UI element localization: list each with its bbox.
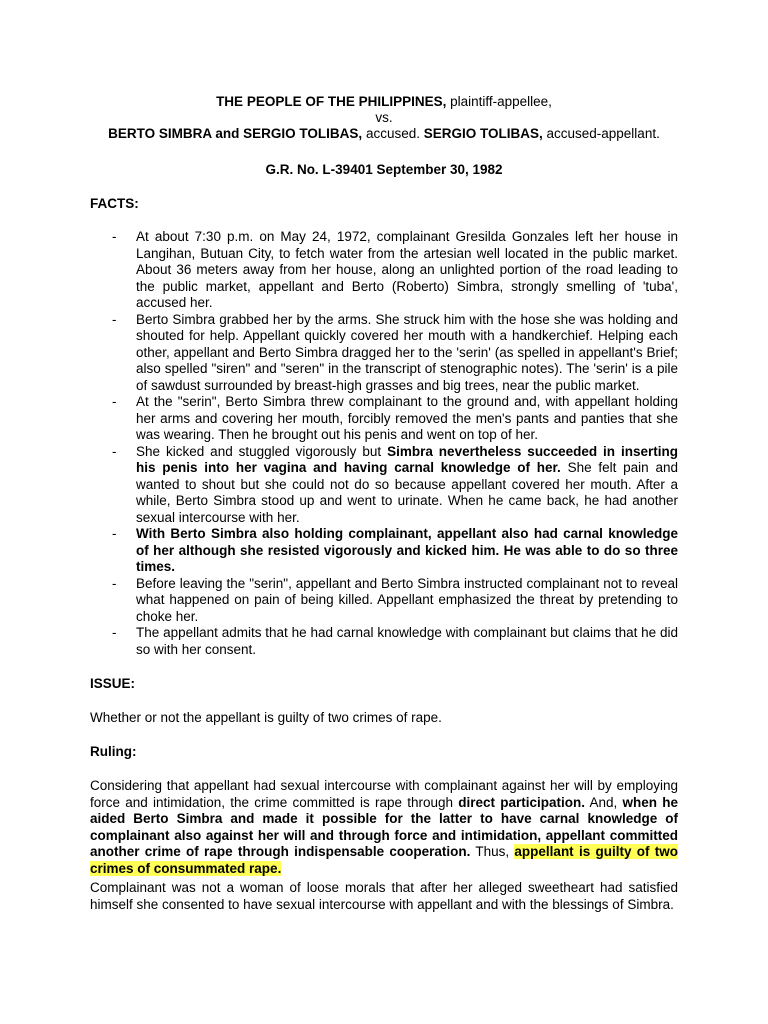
ruling-text: Considering that appellant had sexual intercourse with complainant against her will by employing force and intimidation, the crime committed is rape through [90,778,678,810]
case-number: G.R. No. L-39401 September 30, 1982 [265,162,503,177]
fact-text-bold: With Berto Simbra also holding complainant, appellant also had carnal knowledge of her although she resisted vigorously and kicked him. He was able to do so three times. [136,526,678,574]
list-dash: - [112,443,117,459]
appellant-name: SERGIO TOLIBAS, [423,126,543,141]
fact-text: Berto Simbra grabbed her by the arms. She struck him with the hose she was holding and shouted for help. Appellant quickly covered her mouth with a handkerchief. Helping each other, appellant and Berto Simbra dragged her to the 'serin' (as spelled in appellant's Brief; also spelled "siren" and "seren" in the transcript of stenographic notes). The 'serin' is a pile of sawdust surrounded by breast-high grasses and big trees, near the public market. [136,311,678,393]
case-title-line [0,94,768,111]
list-dash: - [112,311,117,327]
ruling-text-bold: when he aided Berto Simbra and made it possible for the latter to have carnal knowledge of complainant also against her will and through force and intimidation, appellant committed another crime of rape through indispensable cooperation. [90,794,679,859]
ruling-heading: Ruling: [90,744,137,759]
ruling-highlighted-conclusion: appellant is guilty of two crimes of consummated rape. [90,844,678,876]
accused-line [0,126,768,143]
fact-text: At about 7:30 p.m. on May 24, 1972, complainant Gresilda Gonzales left her house in Langihan, Butuan City, to fetch water from the artesian well located in the public market. About 36 meters away from her house, along an unlighted portion of the road leading to the public market, appellant and Berto (Roberto) Simbra, strongly smelling of 'tuba', accused her. [136,229,678,310]
fact-text: She kicked and stuggled vigorously but [136,443,388,459]
accused-role: accused. [362,126,424,141]
accused-names: BERTO SIMBRA and SERGIO TOLIBAS, [108,126,363,141]
list-dash: - [112,229,117,244]
plaintiff-name: THE PEOPLE OF THE PHILIPPINES, [216,94,447,109]
fact-text: She felt pain and wanted to shout but she could not do so because appellant covered her mouth. After a while, Berto Simbra stood up and went to urinate. When he came back, he had another sexual intercourse with her. [136,460,678,525]
issue-text: Whether or not the appellant is guilty of two crimes of rape. [90,710,442,725]
fact-item [112,526,678,576]
fact-text: Before leaving the "serin", appellant and Berto Simbra instructed complainant not to reveal what happened on pain of being killed. Appellant emphasized the threat by pretending to choke her. [136,575,678,624]
list-dash: - [112,625,117,640]
fact-text-bold: Simbra nevertheless succeeded in inserting his penis into her vagina and having carnal knowledge of her. [136,443,678,475]
issue-heading: ISSUE: [90,676,136,691]
fact-item [112,229,678,312]
fact-item [112,444,678,527]
closing-paragraph: Complainant was not a woman of loose morals that after her alleged sweetheart had satisfied himself she consented to have sexual intercourse with appellant and with the blessings of Simbra. [90,880,678,912]
versus-line: vs. [375,110,393,125]
facts-list [112,229,678,658]
plaintiff-role: plaintiff-appellee, [446,94,552,109]
ruling-paragraph [90,778,678,877]
list-dash: - [112,575,117,591]
appellant-role: accused-appellant. [542,126,660,141]
fact-item [112,394,678,444]
ruling-text: And, [585,794,623,810]
fact-text: The appellant admits that he had carnal knowledge with complainant but claims that he did so with her consent. [136,625,678,657]
fact-text: At the "serin", Berto Simbra threw complainant to the ground and, with appellant holding her arms and covering her mouth, forcibly removed the men's pants and panties that she was wearing. Then he brought out his penis and went on top of her. [136,394,678,442]
fact-item [112,576,678,626]
list-dash: - [112,526,117,541]
facts-heading: FACTS: [90,196,139,211]
fact-item [112,625,678,658]
ruling-text: Thus, [470,844,515,859]
list-dash: - [112,394,117,409]
fact-item [112,312,678,395]
ruling-text-bold: direct participation. [458,794,586,810]
